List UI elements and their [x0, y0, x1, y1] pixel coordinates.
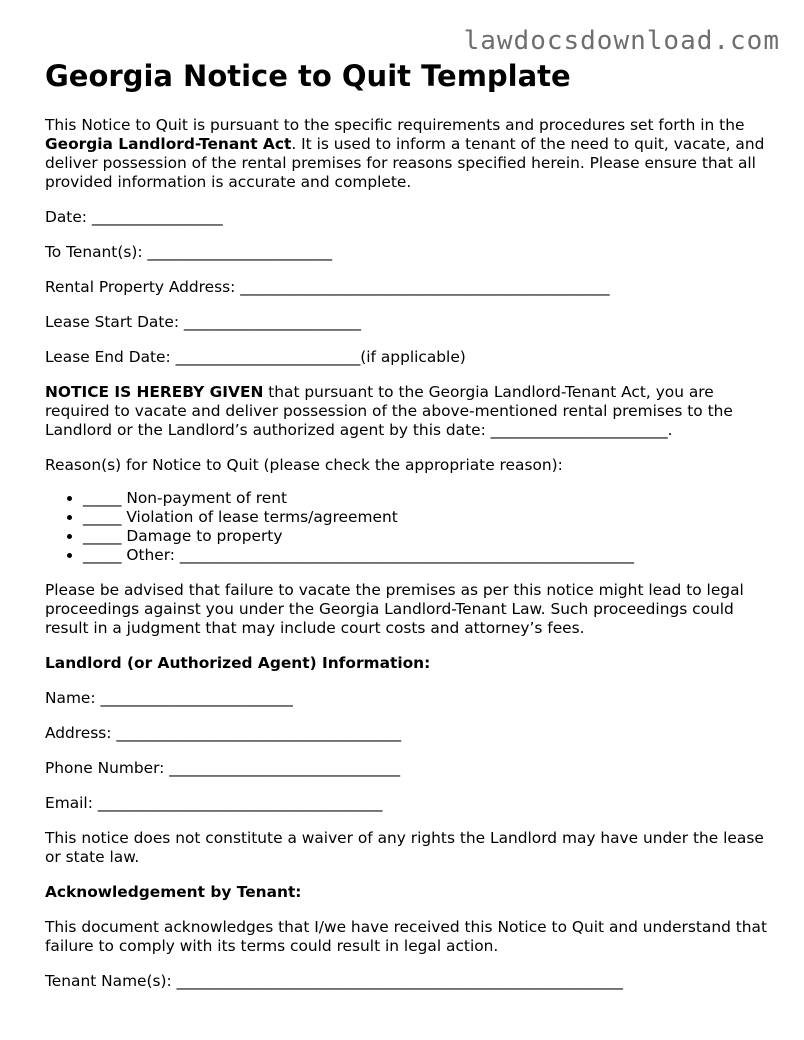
- reason-item-other[interactable]: • _____ Other: ___________________________________________________________: [83, 546, 775, 565]
- landlord-email-field[interactable]: Email: _____________________________________: [45, 794, 383, 812]
- date-field[interactable]: Date: _________________: [45, 208, 223, 226]
- notice-text: that pursuant to the Georgia Landlord-Tenant Act, you are required to vacate and deliver possession of the above-mentioned rental premises to the Landlord or the Landlord’s authorized agent by this date: _______________________.: [45, 383, 733, 439]
- intro-text-after: . It is used to inform a tenant of the need to quit, vacate, and deliver possession of the rental premises for reasons specified herein. Please ensure that all provided information is accurate and complete.: [45, 135, 765, 191]
- tenants-field[interactable]: To Tenant(s): ________________________: [45, 243, 333, 261]
- lease-end-field[interactable]: Lease End Date: ________________________(if applicable): [45, 348, 466, 366]
- acknowledgement-text: This document acknowledges that I/we have received this Notice to Quit and understand that failure to comply with its terms could result in legal action.: [45, 918, 768, 955]
- reason-item-damage[interactable]: • _____ Damage to property: [83, 527, 775, 546]
- landlord-address-field[interactable]: Address: _____________________________________: [45, 724, 402, 742]
- notice-bold: NOTICE IS HEREBY GIVEN: [45, 383, 264, 401]
- reasons-intro: Reason(s) for Notice to Quit (please check the appropriate reason):: [45, 456, 563, 474]
- lease-start-field[interactable]: Lease Start Date: _______________________: [45, 313, 361, 331]
- reason-item-violation[interactable]: • _____ Violation of lease terms/agreement: [83, 508, 775, 527]
- warning-paragraph: Please be advised that failure to vacate the premises as per this notice might lead to legal proceedings against you under the Georgia Landlord-Tenant Law. Such proceedings could result in a judgment that may include court costs and attorney’s fees.: [45, 581, 744, 637]
- landlord-heading: Landlord (or Authorized Agent) Information:: [45, 654, 431, 672]
- reason-item-nonpayment[interactable]: • _____ Non-payment of rent: [83, 489, 775, 508]
- document-body: [45, 56, 775, 1007]
- intro-text-before: This Notice to Quit is pursuant to the specific requirements and procedures set forth in the: [45, 116, 745, 134]
- reasons-list: [45, 489, 775, 565]
- landlord-phone-field[interactable]: Phone Number: ______________________________: [45, 759, 401, 777]
- page-title: Georgia Notice to Quit Template: [45, 59, 571, 93]
- property-address-field[interactable]: Rental Property Address: ________________________________________________: [45, 278, 610, 296]
- act-name: Georgia Landlord-Tenant Act: [45, 135, 292, 153]
- notice-paragraph: [45, 383, 775, 440]
- waiver-paragraph: This notice does not constitute a waiver of any rights the Landlord may have under the lease or state law.: [45, 829, 764, 866]
- tenant-names-field[interactable]: Tenant Name(s): __________________________________________________________: [45, 972, 623, 990]
- landlord-name-field[interactable]: Name: _________________________: [45, 689, 293, 707]
- watermark: lawdocsdownload.com: [463, 26, 780, 56]
- intro-paragraph: [45, 116, 775, 192]
- acknowledgement-heading: Acknowledgement by Tenant:: [45, 883, 302, 901]
